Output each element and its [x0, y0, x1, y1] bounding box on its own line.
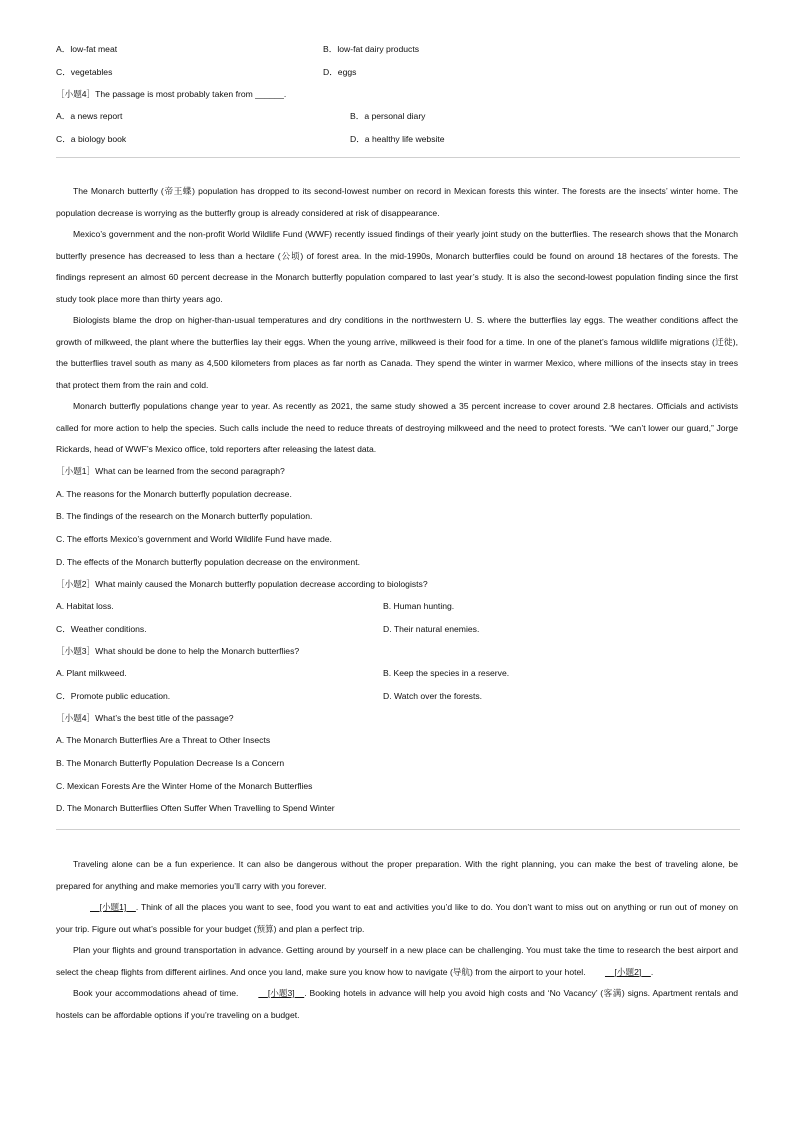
passage-paragraph: The Monarch butterfly (帝王蝶) population has dropped to its second-lowest number on record in Mexican forests this winter. The forests are the insects’ winter home. The population decrease is worrying as the butterfly group is already considered at risk of disappearance.	[56, 186, 738, 218]
option-a: A．a news report	[56, 111, 123, 121]
blank-2[interactable]: [小题2]	[614, 966, 642, 977]
q4-option-row-2	[56, 133, 746, 145]
question-stem: ［小题4］What’s the best title of the passage?	[56, 713, 234, 723]
passage-paragraph: Mexico’s government and the non-profit World Wildlife Fund (WWF) recently issued findings of their yearly joint study on the butterflies. The research shows that the Monarch butterfly presence has decreased to less than a hectare (公顷) of forest area. In the mid-1990s, Monarch butterflies could be found on around 18 hectares of the forests. The findings represent an almost 60 percent decrease in the Monarch butterfly population compared to last year’s study. It is also the second-lowest population finding since the first study took place more than thirty years ago.	[56, 229, 738, 304]
paragraph-text: Book your accommodations ahead of time.	[73, 988, 239, 998]
option-c: C．Weather conditions.	[56, 624, 147, 634]
option-b: B．a personal diary	[350, 111, 426, 121]
option-c: C．vegetables	[56, 67, 113, 77]
answer-option: A. The reasons for the Monarch butterfly population decrease.	[56, 489, 292, 499]
option-b: B．low-fat dairy products	[323, 44, 419, 54]
passage-b	[56, 181, 738, 461]
passage-paragraph: Traveling alone can be a fun experience. It can also be dangerous without the proper preparation. With the right planning, you can make the best of traveling alone, be prepared for anything and make memories you’ll carry with you forever.	[56, 859, 738, 891]
q2-option-row-1	[56, 600, 746, 612]
answer-option: D. The effects of the Monarch butterfly population decrease on the environment.	[56, 557, 360, 567]
passage-c	[56, 854, 738, 1026]
answer-option: D. The Monarch Butterflies Often Suffer When Travelling to Spend Winter	[56, 803, 335, 813]
option-a: A. Plant milkweed.	[56, 668, 127, 678]
answer-option: C. Mexican Forests Are the Winter Home of the Monarch Butterflies	[56, 781, 313, 791]
option-b: B. Human hunting.	[383, 601, 455, 611]
passage-paragraph	[56, 897, 738, 940]
paragraph-text: . Booking hotels in advance will help you avoid high costs and ‘No Vacancy’ (客满) signs. Apartment rentals and hostels can be affordable options if you’re traveling on a budget.	[56, 988, 739, 1020]
q3-option-row-2	[56, 690, 746, 702]
q4-stem: ［小题4］The passage is most probably taken from ______.	[56, 89, 287, 99]
option-d: D．eggs	[323, 67, 357, 77]
passage-paragraph: Biologists blame the drop on higher-than-usual temperatures and dry conditions in the northwestern U. S. where the butterflies lay eggs. The weather conditions affect the growth of milkweed, the plant where the butterflies lay their eggs. When the young arrive, milkweed is their food for a time. In one of the planet’s famous wildlife migrations (迁徙), the butterflies travel south as many as 4,500 kilometers from places as far north as Canada. They spend the winter in warmer Mexico, where millions of the insects stay in trees that protect them from the rain and cold.	[56, 315, 738, 390]
option-c: C．a biology book	[56, 134, 127, 144]
blank-1[interactable]: [小题1]	[99, 902, 127, 912]
passage-paragraph	[56, 983, 738, 1026]
passage-paragraph: Plan your flights and ground transportation in advance. Getting around by yourself in a new place can be challenging. You must take the time to research the best airport and select the cheap flights from different airlines. And once you land, make sure you know how to navigate (导航) from the airport to your hotel. [小题2] .	[56, 940, 738, 983]
section-divider	[56, 157, 740, 158]
paragraph-text: Plan your flights and ground transportation in advance. Getting around by yourself in a new place can be challenging. You must take the time to research the best airport and select the cheap flights from different airlines. And once you land, make sure you know how to navigate (导航) from the airport to your hotel.	[56, 945, 738, 977]
q3-option-row-1	[56, 667, 746, 679]
question-stem: ［小题3］What should be done to help the Monarch butterflies?	[56, 646, 300, 656]
option-d: D. Their natural enemies.	[383, 624, 480, 634]
q3-option-row-1	[56, 43, 746, 55]
option-d: D. Watch over the forests.	[383, 691, 483, 701]
q2-option-row-2	[56, 623, 746, 635]
option-c: C．Promote public education.	[56, 691, 171, 701]
answer-option: B. The findings of the research on the Monarch butterfly population.	[56, 511, 313, 521]
answer-option: B. The Monarch Butterfly Population Decrease Is a Concern	[56, 758, 285, 768]
section-divider	[56, 829, 740, 830]
option-b: B. Keep the species in a reserve.	[383, 668, 510, 678]
option-a: A. Habitat loss.	[56, 601, 114, 611]
option-d: D．a healthy life website	[350, 134, 445, 144]
passage-paragraph: Monarch butterfly populations change year to year. As recently as 2021, the same study showed a 35 percent increase to cover around 2.8 hectares. Officials and activists called for more action to help the species. Such calls include the need to reduce threats of destroying milkweed and the need to protect forests. “We can’t lower our guard,” Jorge Rickards, head of WWF’s Mexico office, told reporters after releasing the latest data.	[56, 401, 738, 454]
q4-option-row-1	[56, 110, 746, 122]
question-stem: ［小题1］What can be learned from the second paragraph?	[56, 466, 285, 476]
answer-option: C. The efforts Mexico’s government and World Wildlife Fund have made.	[56, 534, 332, 544]
q3-option-row-2	[56, 66, 746, 78]
question-stem: ［小题2］What mainly caused the Monarch butterfly population decrease according to biologists?	[56, 579, 428, 589]
paragraph-text: . Think of all the places you want to see, food you want to eat and activities you’d like to do. You don’t want to miss out on anything or run out of money on your trip. Figure out what’s possible for your budget (预算) and plan a perfect trip.	[56, 902, 738, 934]
answer-option: A. The Monarch Butterflies Are a Threat to Other Insects	[56, 735, 271, 745]
option-a: A．low-fat meat	[56, 44, 118, 54]
blank-3[interactable]: [小题3]	[267, 988, 295, 998]
